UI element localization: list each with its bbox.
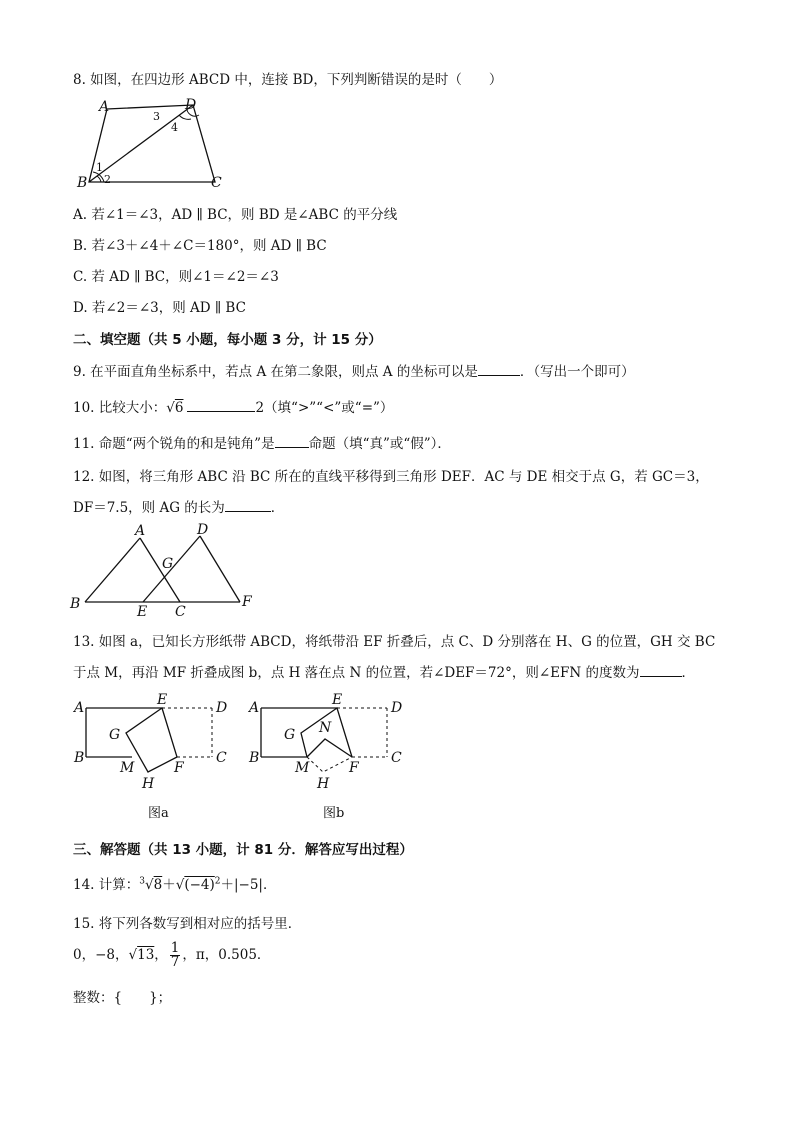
q13a-label-e: E <box>157 692 168 708</box>
q8-option-d: D. 若∠2＝∠3，则 AD ∥ BC <box>73 300 246 316</box>
q8-figure <box>75 95 235 195</box>
q13a-caption: 图a <box>148 806 169 821</box>
q14-cube-radicand: 8 <box>153 877 163 893</box>
q8-angle-1: 1 <box>96 161 103 174</box>
q13-figure-a <box>70 694 240 824</box>
q8-angle-3: 3 <box>153 110 160 123</box>
q13-line2 <box>73 661 695 681</box>
q12-line1: 12. 如图，将三角形 ABC 沿 BC 所在的直线平移得到三角形 DEF．AC 与 DE 相交于点 G，若 GC＝3， <box>73 469 709 485</box>
q13a-label-c: C <box>216 750 227 766</box>
section-3-heading: 三、解答题（共 13 小题，计 81 分．解答应写出过程） <box>73 842 413 858</box>
q8-label-b: B <box>77 175 88 191</box>
q13b-label-n: N <box>319 720 332 736</box>
q13a-label-h: H <box>142 776 155 792</box>
q13b-label-b: B <box>249 750 260 766</box>
q13a-label-d: D <box>216 700 228 716</box>
q12-label-c: C <box>175 604 186 620</box>
q12-label-f: F <box>242 594 252 610</box>
q13b-caption: 图b <box>323 806 345 821</box>
q15-frac-num: 1 <box>170 940 180 956</box>
q15-n1: 0，−8， <box>73 947 129 963</box>
q14-plus-2: ＋ <box>220 877 234 893</box>
q13b-label-a: A <box>249 700 260 716</box>
q14-abs: |−5| <box>233 877 263 893</box>
q11-answer-blank <box>275 435 309 448</box>
q8-label-d: D <box>185 97 197 113</box>
q14-label: 14. 计算： <box>73 877 140 893</box>
q12-line2 <box>73 496 284 516</box>
q11 <box>73 432 451 452</box>
q10-text: 10. 比较大小： <box>73 400 167 416</box>
q15-sqrt-radicand: 13 <box>137 947 155 963</box>
q13b-label-f: F <box>349 760 359 776</box>
q13b-label-m: M <box>295 760 310 776</box>
q14-end: ． <box>262 877 277 893</box>
q13-answer-blank <box>640 664 682 677</box>
q13b-label-h: H <box>317 776 330 792</box>
q13a-label-b: B <box>74 750 85 766</box>
q9-text: 9. 在平面直角坐标系中，若点 A 在第二象限，则点 A 的坐标可以是 <box>73 364 478 380</box>
q9-tail: ．（写出一个即可） <box>519 364 635 380</box>
q13b-label-d: D <box>391 700 403 716</box>
q8-option-b: B. 若∠3＋∠4＋∠C＝180°，则 AD ∥ BC <box>73 238 327 254</box>
q14-sqrt-exponent: 2 <box>214 876 221 887</box>
q13-text: 于点 M，再沿 MF 折叠成图 b，点 H 落在点 N 的位置，若∠DEF＝72°，则∠EFN 的度数为 <box>73 665 640 681</box>
q11-tail: 命题（填“真”或“假”）． <box>308 436 451 452</box>
q11-text: 11. 命题“两个锐角的和是钝角”是 <box>73 436 275 452</box>
q15-numbers: 0，−8，√13， $\frac{1}{7}$ ，π，0.505． <box>73 940 271 970</box>
q12-label-e: E <box>137 604 148 620</box>
q15-fraction <box>170 942 181 969</box>
q8-label-c: C <box>211 175 222 191</box>
q10-answer-blank <box>187 399 255 412</box>
q14-cube-index: 3 <box>139 876 145 887</box>
q14-plus-1: ＋ <box>162 877 176 893</box>
q13b-label-c: C <box>391 750 402 766</box>
q13a-label-g: G <box>109 727 121 743</box>
q14: 14. 计算：$^3√8+√(-4)^2+|-5|$． <box>73 876 277 893</box>
q15-n3: ，π，0.505． <box>182 947 271 963</box>
q12-label-b: B <box>70 596 81 612</box>
q12-tail: ． <box>270 500 285 516</box>
q8-angle-2: 2 <box>104 173 111 186</box>
q13b-label-e: E <box>332 692 343 708</box>
q13a-label-f: F <box>174 760 184 776</box>
q15-integers: 整数：{ }； <box>73 990 172 1006</box>
q12-text: DF＝7.5，则 AG 的长为 <box>73 500 225 516</box>
q10-radicand: 6 <box>174 400 184 416</box>
q15-frac-den: 7 <box>170 954 180 970</box>
section-2-heading: 二、填空题（共 5 小题，每小题 3 分，计 15 分） <box>73 332 382 348</box>
q14-sqrt-radicand: (−4) <box>184 877 215 893</box>
q13b-label-g: G <box>284 727 296 743</box>
q12-label-g: G <box>162 556 174 572</box>
q12-answer-blank <box>225 499 271 512</box>
q13-line1: 13. 如图 a，已知长方形纸带 ABCD，将纸带沿 EF 折叠后，点 C、D 分别落在 H、G 的位置，GH 交 BC <box>73 634 716 650</box>
q10: 10. 比较大小：√6 2（填“>”“<”或“=”） <box>73 400 394 416</box>
q8-label-a: A <box>99 99 110 115</box>
q15-stem: 15. 将下列各数写到相对应的括号里． <box>73 916 302 932</box>
q9-answer-blank <box>478 363 520 376</box>
q8-option-a: A. 若∠1＝∠3，AD ∥ BC，则 BD 是∠ABC 的平分线 <box>73 207 398 223</box>
q13a-label-m: M <box>120 760 135 776</box>
q10-tail: 2（填“>”“<”或“=”） <box>255 400 394 416</box>
q13-figure-b <box>245 694 415 824</box>
q15-sep: ， <box>154 947 168 963</box>
q9 <box>73 360 635 380</box>
q8-angle-4: 4 <box>171 121 178 134</box>
q13a-label-a: A <box>74 700 85 716</box>
q12-figure <box>70 520 270 620</box>
q8-stem: 8. 如图，在四边形 ABCD 中，连接 BD，下列判断错误的是时（ ） <box>73 72 503 88</box>
q12-label-d: D <box>197 522 209 538</box>
q8-option-c: C. 若 AD ∥ BC，则∠1＝∠2＝∠3 <box>73 269 279 285</box>
q13-tail: ． <box>681 665 695 681</box>
q12-label-a: A <box>135 523 146 539</box>
